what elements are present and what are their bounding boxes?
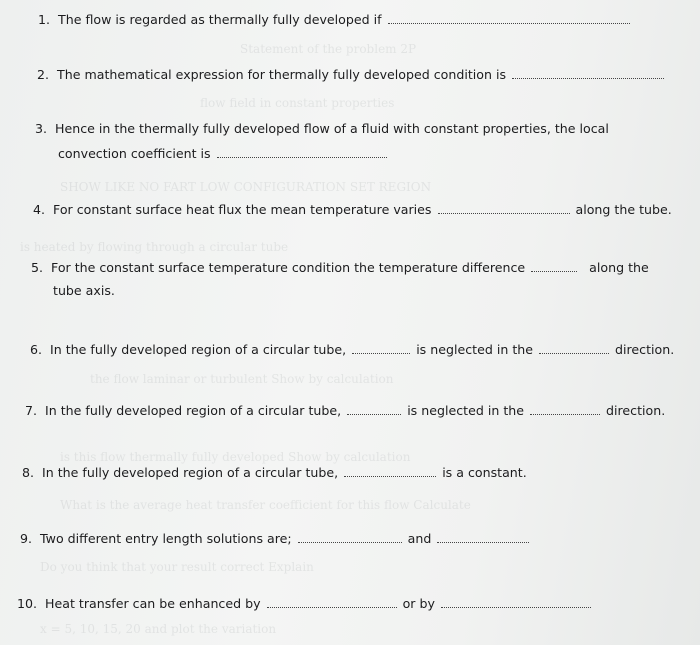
question-text: Heat transfer can be enhanced by [45, 596, 261, 611]
question-text: direction. [606, 403, 666, 418]
answer-blank[interactable] [388, 15, 630, 24]
answer-blank[interactable] [512, 70, 664, 79]
bleed-through-text: SHOW LIKE NO FART LOW CONFIGURATION SET REGION [60, 180, 432, 194]
bleed-through-text: is this flow thermally fully developed Show by calculation [60, 450, 411, 464]
question-text: or by [402, 596, 435, 611]
question-text: and [407, 531, 432, 546]
answer-blank[interactable] [298, 534, 402, 543]
question-text: The flow is regarded as thermally fully developed if [58, 12, 382, 27]
question-1 [38, 11, 632, 29]
question-number: 8. [22, 465, 35, 480]
question-3-continued [58, 145, 389, 163]
question-number: 6. [30, 342, 43, 357]
question-text: For constant surface heat flux the mean temperature varies [53, 202, 432, 217]
answer-blank[interactable] [441, 599, 591, 608]
question-text: For the constant surface temperature condition the temperature difference [51, 260, 526, 275]
question-text: convection coefficient is [58, 146, 211, 161]
question-10 [17, 595, 593, 613]
question-number: 3. [35, 121, 48, 136]
answer-blank[interactable] [267, 599, 397, 608]
question-text: is a constant. [442, 465, 527, 480]
question-text: along the tube. [575, 202, 672, 217]
bleed-through-text: the flow laminar or turbulent Show by calculation [90, 372, 394, 386]
question-number: 10. [17, 596, 38, 611]
question-text: In the fully developed region of a circular tube, [42, 465, 339, 480]
question-number: 1. [38, 12, 51, 27]
bleed-through-text: flow field in constant properties [200, 96, 395, 110]
answer-blank[interactable] [352, 345, 410, 354]
answer-blank[interactable] [438, 205, 570, 214]
answer-blank[interactable] [344, 468, 436, 477]
question-text: In the fully developed region of a circular tube, [50, 342, 347, 357]
question-text: is neglected in the [416, 342, 533, 357]
bleed-through-text: is heated by flowing through a circular tube [20, 240, 289, 254]
question-5-continued [53, 282, 115, 300]
question-4 [33, 201, 672, 219]
question-number: 7. [25, 403, 38, 418]
answer-blank[interactable] [530, 406, 600, 415]
answer-blank[interactable] [539, 345, 609, 354]
question-7 [25, 402, 665, 420]
question-text: The mathematical expression for thermally fully developed condition is [57, 67, 507, 82]
question-number: 9. [20, 531, 33, 546]
question-text: Hence in the thermally fully developed flow of a fluid with constant properties, the local [55, 121, 609, 136]
question-number: 2. [37, 67, 50, 82]
bleed-through-text: x = 5, 10, 15, 20 and plot the variation [40, 622, 277, 636]
bleed-through-text: Do you think that your result correct Explain [40, 560, 314, 574]
question-8 [22, 464, 527, 482]
question-text: direction. [615, 342, 675, 357]
question-number: 5. [31, 260, 44, 275]
bleed-through-text: What is the average heat transfer coefficient for this flow Calculate [60, 498, 471, 512]
question-text: Two different entry length solutions are; [40, 531, 292, 546]
answer-blank[interactable] [531, 263, 577, 272]
question-3 [35, 120, 609, 138]
question-5 [31, 259, 649, 277]
question-text: is neglected in the [407, 403, 524, 418]
bleed-through-text: Statement of the problem 2P [240, 42, 417, 56]
answer-blank[interactable] [217, 149, 387, 158]
question-number: 4. [33, 202, 46, 217]
answer-blank[interactable] [437, 534, 529, 543]
question-text: along the [589, 260, 649, 275]
question-text: In the fully developed region of a circular tube, [45, 403, 342, 418]
answer-blank[interactable] [347, 406, 401, 415]
question-6 [30, 341, 674, 359]
question-text: tube axis. [53, 283, 115, 298]
question-2 [37, 66, 666, 84]
question-9 [20, 530, 531, 548]
